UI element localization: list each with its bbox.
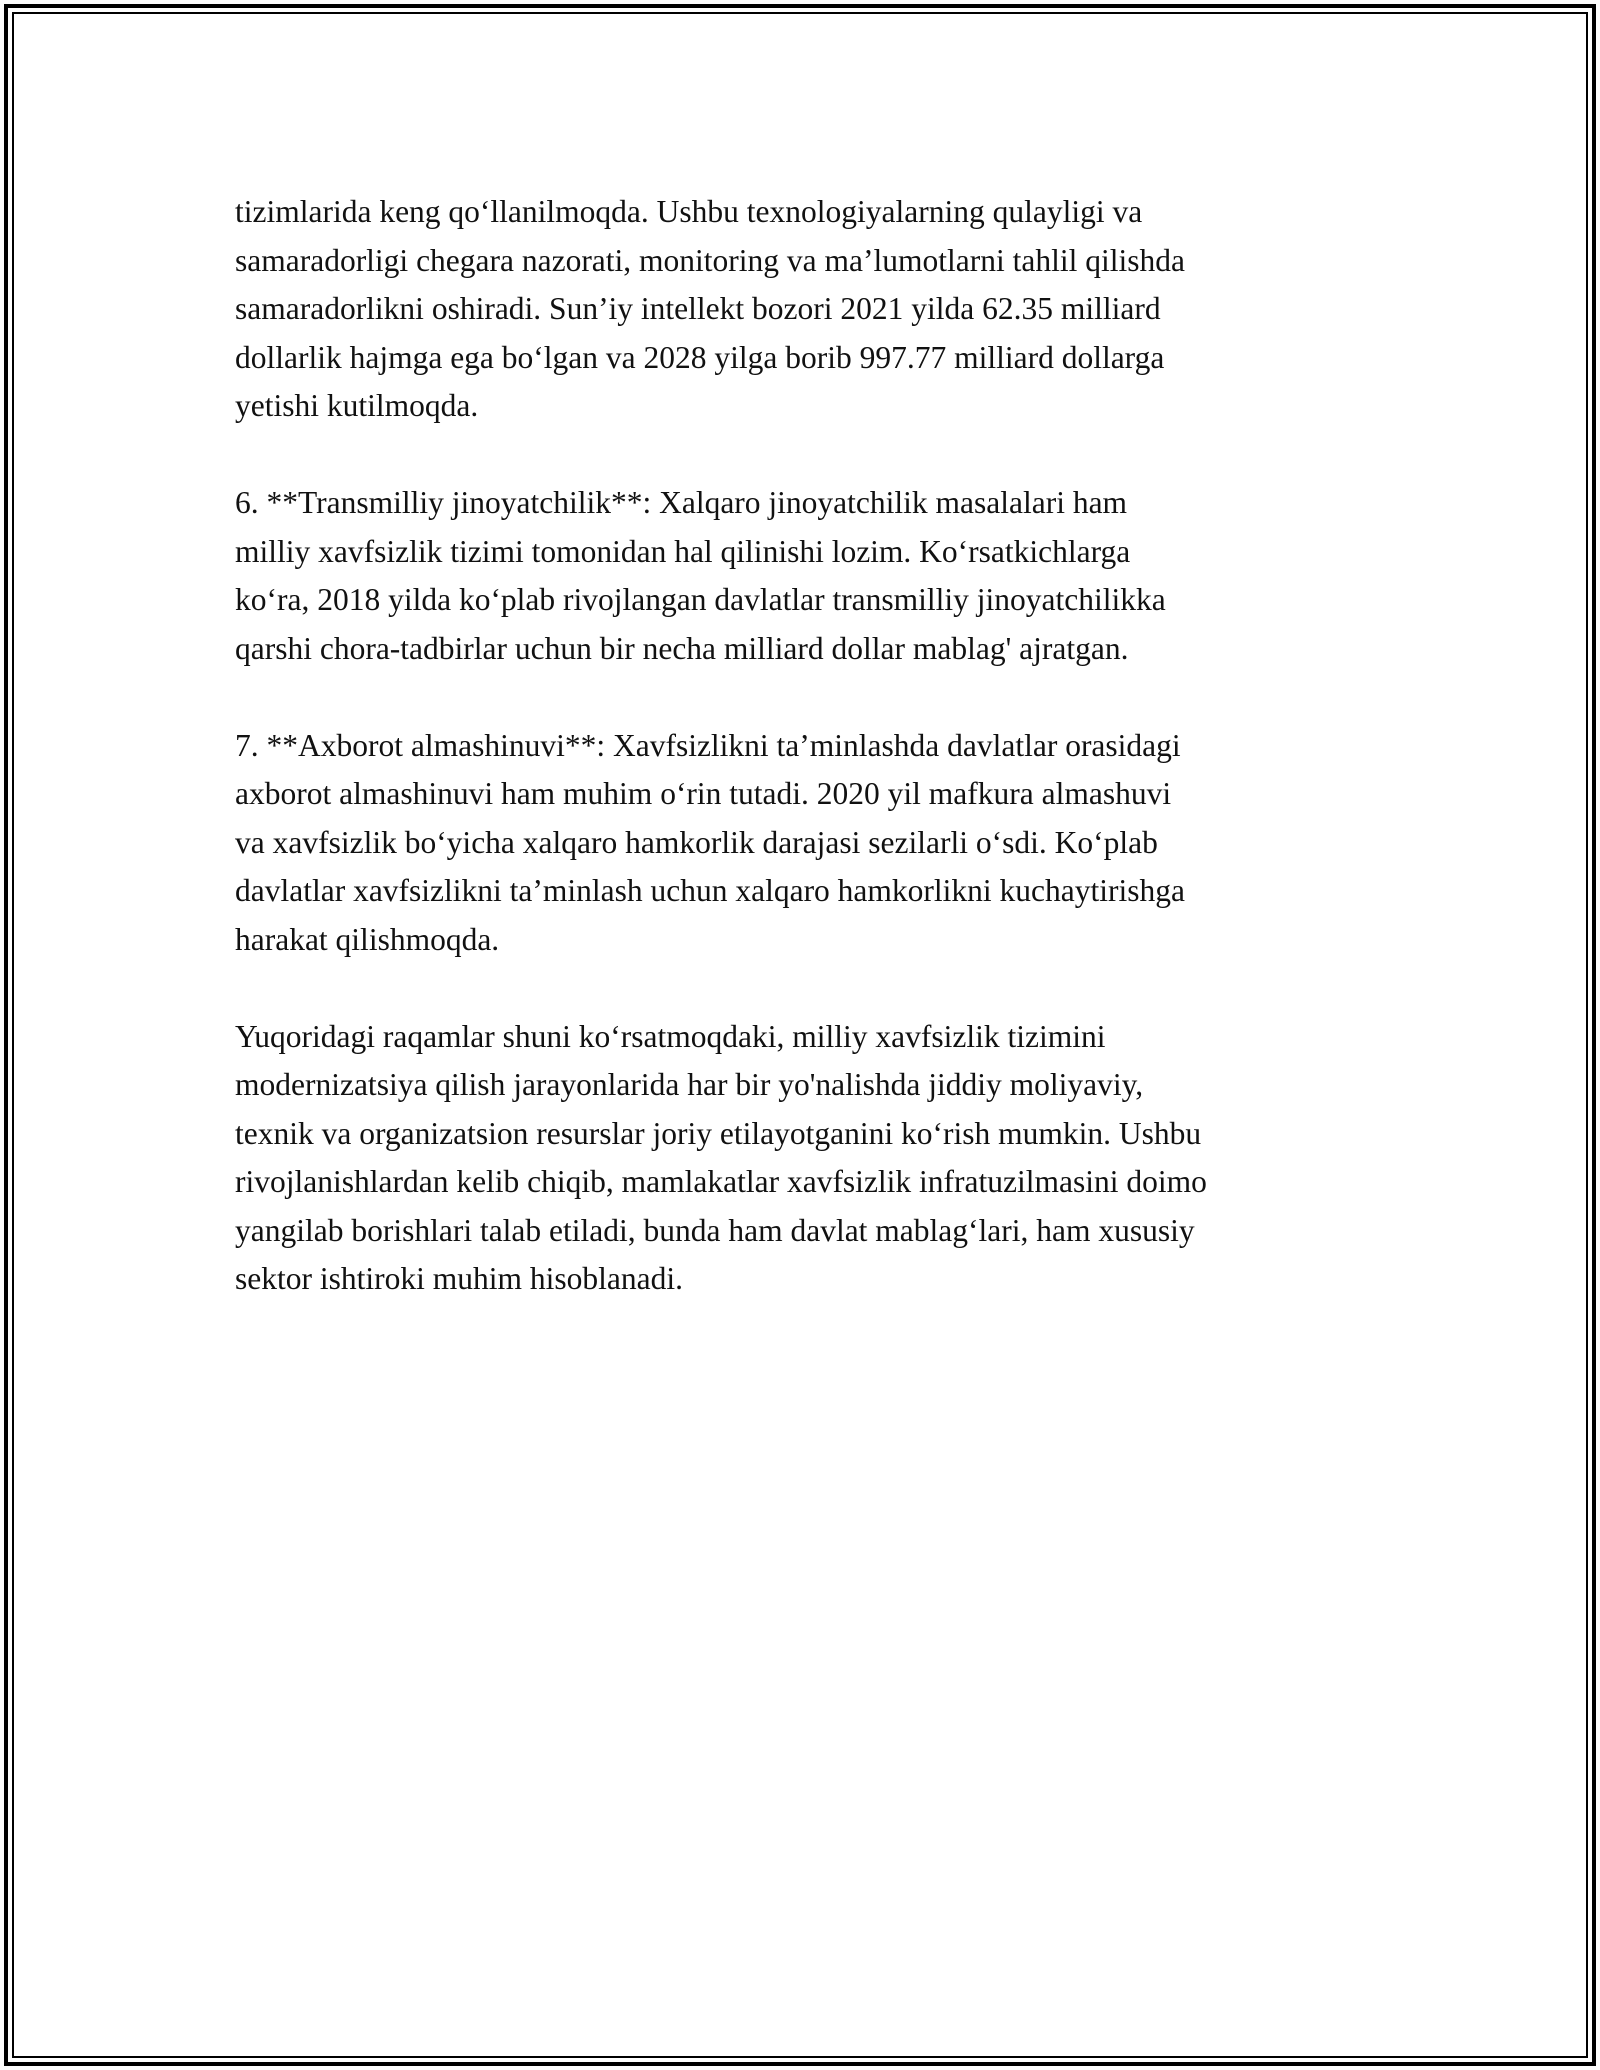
paragraph-information-exchange: 7. **Axborot almashinuvi**: Xavfsizlikni ta’minlashda davlatlar orasidagi axborot almashinuvi ham muhim o‘rin tutadi. 2020 yil mafkura almashuvi va xavfsizlik bo‘yicha xalqaro hamkorlik darajasi sezilarli o‘sdi. Ko‘plab davlatlar xavfsizlikni ta’minlash uchun xalqaro hamkorlikni kuchaytirishga harakat qilishmoqda. <box>235 727 1185 957</box>
paragraph-ai-market: tizimlarida keng qo‘llanilmoqda. Ushbu texnologiyalarning qulayligi va samaradorligi chegara nazorati, monitoring va ma’lumotlarni tahlil qilishda samaradorlikni oshiradi. Sun’iy intellekt bozori 2021 yilda 62.35 milliard dollarlik hajmga ega bo‘lgan va 2028 yilga borib 997.77 milliard dollarga yetishi kutilmoqda. <box>235 194 1185 423</box>
paragraph-transnational-crime: 6. **Transmilliy jinoyatchilik**: Xalqaro jinoyatchilik masalalari ham milliy xavfsizlik tizimi tomonidan hal qilinishi lozim. Ko‘rsatkichlarga ko‘ra, 2018 yilda ko‘plab rivojlangan davlatlar transmilliy jinoyatchilikka qarshi chora-tadbirlar uchun bir necha milliard dollar mablag' ajratgan. <box>235 485 1166 666</box>
paragraph-conclusion: Yuqoridagi raqamlar shuni ko‘rsatmoqdaki, milliy xavfsizlik tizimini modernizatsiya qilish jarayonlarida har bir yo'nalishda jiddiy moliyaviy, texnik va organizatsion resurslar joriy etilayotganini ko‘rish mumkin. Ushbu rivojlanishlardan kelib chiqib, mamlakatlar xavfsizlik infratuzilmasini doimo yangilab borishlari talab etiladi, bunda ham davlat mablag‘lari, ham xususiy sektor ishtiroki muhim hisoblanadi. <box>235 1018 1207 1296</box>
document-body <box>235 188 1375 1304</box>
